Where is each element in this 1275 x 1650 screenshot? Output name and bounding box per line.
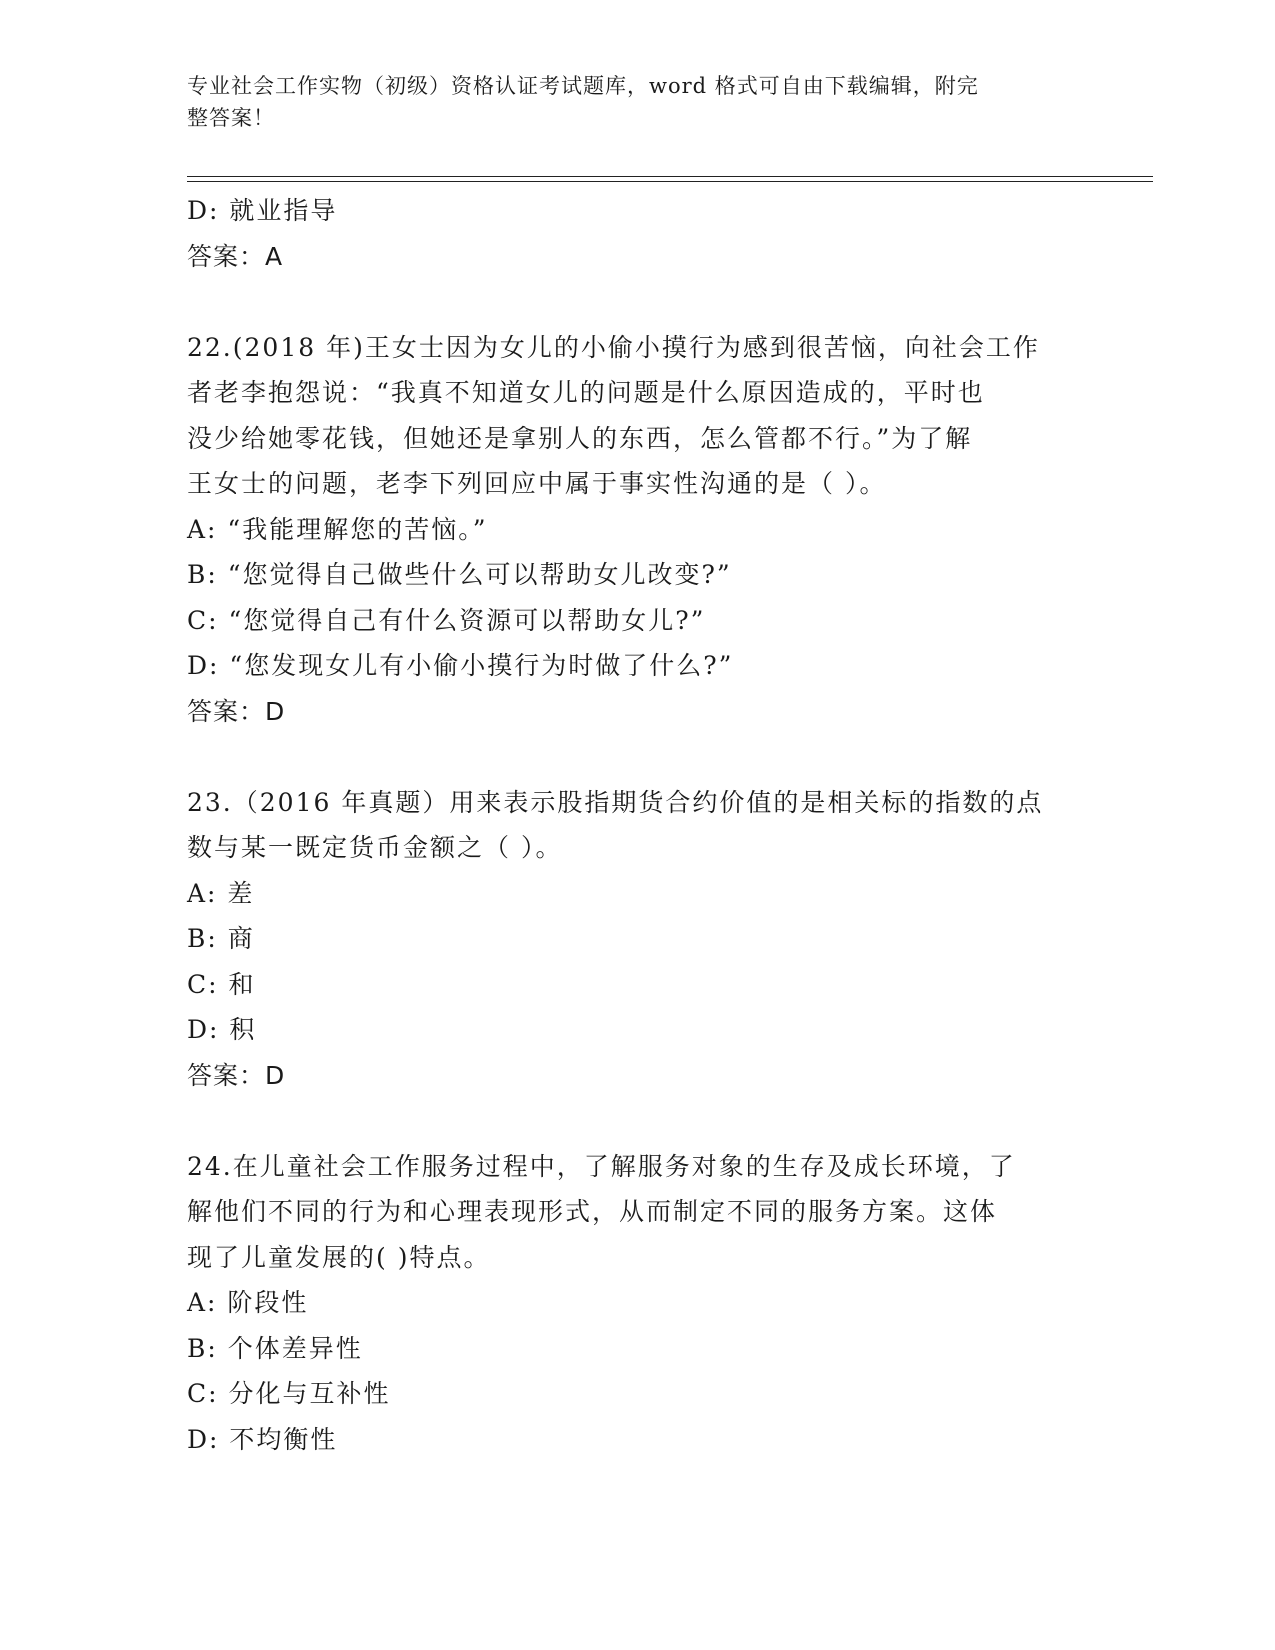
- option-b: B: 商: [187, 924, 255, 953]
- option-a: A: 阶段性: [187, 1288, 309, 1317]
- option-b: B: 个体差异性: [187, 1333, 363, 1363]
- question-text-line: 22.(2018 年)王女士因为女儿的小偷小摸行为感到很苦恼，向社会工作: [187, 332, 1040, 362]
- header-line-1: 专业社会工作实物（初级）资格认证考试题库，word 格式可自由下载编辑，附完: [187, 74, 979, 98]
- question-text-line: 解他们不同的行为和心理表现形式，从而制定不同的服务方案。这体: [187, 1197, 998, 1226]
- answer-label: 答案：A: [187, 241, 284, 271]
- question-text-line: 现了儿童发展的( )特点。: [187, 1242, 491, 1272]
- option-d: D: 不均衡性: [187, 1424, 338, 1454]
- spacer: [187, 279, 1087, 325]
- option-c: C: 和: [187, 969, 256, 999]
- answer-label: 答案：D: [187, 696, 286, 726]
- option-d: D: “您发现女儿有小偷小摸行为时做了什么?”: [187, 651, 734, 680]
- question-text-line: 数与某一既定货币金额之（ ）。: [187, 833, 563, 862]
- option-a: A: 差: [187, 878, 255, 908]
- option-d: D: 积: [187, 1015, 257, 1044]
- question-24: [187, 1144, 1087, 1463]
- option-d: D: 就业指导: [187, 196, 338, 225]
- page-header: [187, 70, 1067, 134]
- question-23: [187, 780, 1087, 1099]
- header-line-2: 整答案！: [187, 106, 275, 130]
- question-22: [187, 325, 1087, 735]
- option-b: B: “您觉得自己做些什么可以帮助女儿改变?”: [187, 560, 732, 589]
- question-text-line: 没少给她零花钱，但她还是拿别人的东西，怎么管都不行。”为了解: [187, 423, 973, 453]
- option-c: C: 分化与互补性: [187, 1379, 391, 1408]
- answer-label: 答案：D: [187, 1060, 286, 1090]
- question-text-line: 者老李抱怨说：“我真不知道女儿的问题是什么原因造成的，平时也: [187, 378, 985, 407]
- question-21-fragment: [187, 188, 1087, 279]
- question-text-line: 王女士的问题，老李下列回应中属于事实性沟通的是（ ）。: [187, 469, 887, 498]
- question-content: [187, 188, 1087, 1462]
- option-c: C: “您觉得自己有什么资源可以帮助女儿?”: [187, 605, 706, 635]
- spacer: [187, 1098, 1087, 1144]
- option-a: A: “我能理解您的苦恼。”: [187, 514, 488, 544]
- spacer: [187, 734, 1087, 780]
- header-divider: [187, 176, 1153, 182]
- question-text-line: 23.（2016 年真题）用来表示股指期货合约价值的是相关标的指数的点: [187, 787, 1044, 817]
- question-text-line: 24.在儿童社会工作服务过程中，了解服务对象的生存及成长环境，了: [187, 1151, 1016, 1181]
